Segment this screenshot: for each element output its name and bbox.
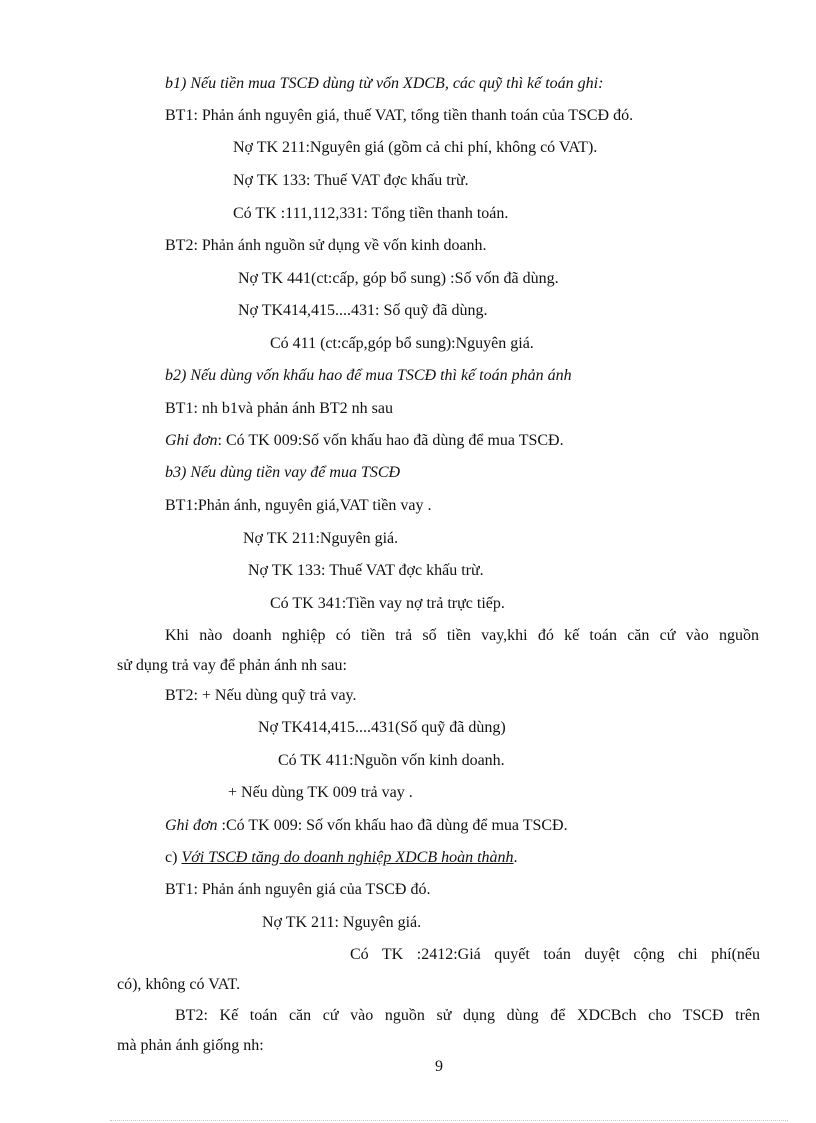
text-line: BT1: nh b1và phản ánh BT2 nh sau [165,400,393,417]
entry-line: Nợ TK 133: Thuế VAT đợc khấu trừ. [248,562,484,579]
ghi-don-label: Ghi đơn [165,817,218,834]
entry-line: Có TK 341:Tiền vay nợ trả trực tiếp. [270,595,505,612]
ghi-don-text: :Có TK 009: Số vốn khấu hao đã dùng để mua TSCĐ. [217,817,568,834]
paragraph-line: BT2: Kế toán căn cứ vào nguồn sử dụng dùng để XDCBch cho TSCĐ trên [175,1007,760,1024]
paragraph-line: Khi nào doanh nghiệp có tiền trả số tiền vay,khi đó kế toán căn cứ vào nguồn [165,627,759,644]
heading-c-period: . [513,849,518,866]
entry-line: Có TK :2412:Giá quyết toán duyệt cộng chi phí(nếu [350,946,760,963]
ghi-don-text: : Có TK 009:Số vốn khấu hao đã dùng để mua TSCĐ. [217,432,564,449]
entry-line: Nợ TK 441(ct:cấp, góp bổ sung) :Số vốn đã dùng. [238,270,559,287]
heading-b1: b1) Nếu tiền mua TSCĐ dùng từ vốn XDCB, các quỹ thì kế toán ghi: [165,75,604,92]
entry-line: Nợ TK414,415....431(Số quỹ đã dùng) [258,719,506,736]
entry-line: Nợ TK 133: Thuế VAT đợc khấu trừ. [233,172,469,189]
entry-line: Nợ TK414,415....431: Số quỹ đã dùng. [238,302,488,319]
paragraph-line: sử dụng trả vay để phản ánh nh sau: [117,657,347,674]
entry-line: Nợ TK 211: Nguyên giá. [262,914,422,931]
text-line: BT1:Phản ánh, nguyên giá,VAT tiền vay . [165,497,432,514]
entry-line: Nợ TK 211:Nguyên giá (gồm cả chi phí, không có VAT). [233,139,598,156]
heading-b3: b3) Nếu dùng tiền vay để mua TSCĐ [165,464,401,481]
entry-line: Có TK 411:Nguồn vốn kinh doanh. [278,752,505,769]
entry-line: có), không có VAT. [117,976,241,993]
ghi-don-line [165,816,568,836]
entry-line: Nợ TK 211:Nguyên giá. [243,530,399,547]
entry-line: Có 411 (ct:cấp,góp bổ sung):Nguyên giá. [270,335,534,352]
text-line: BT2: Phản ánh nguồn sử dụng về vốn kinh doanh. [165,237,487,254]
heading-c-title: Với TSCĐ tăng do doanh nghiệp XDCB hoàn thành [181,849,514,866]
heading-c-prefix: c) [165,849,182,866]
entry-line: Có TK :111,112,331: Tổng tiền thanh toán. [233,205,509,222]
heading-c [165,848,518,868]
entry-line: + Nếu dùng TK 009 trả vay . [228,784,413,801]
ghi-don-line [165,431,564,451]
text-line: BT1: Phản ánh nguyên giá, thuế VAT, tổng tiền thanh toán của TSCĐ đó. [165,107,634,124]
text-line: BT2: + Nếu dùng quỹ trả vay. [165,687,357,704]
text-line: BT1: Phản ánh nguyên giá của TSCĐ đó. [165,881,431,898]
paragraph-line: mà phản ánh giống nh: [117,1037,264,1054]
heading-b2: b2) Nếu dùng vốn khấu hao để mua TSCĐ thì kế toán phản ánh [165,367,572,384]
footer-divider [110,1120,788,1121]
page-number: 9 [435,1058,443,1075]
ghi-don-label: Ghi đơn [165,432,218,449]
